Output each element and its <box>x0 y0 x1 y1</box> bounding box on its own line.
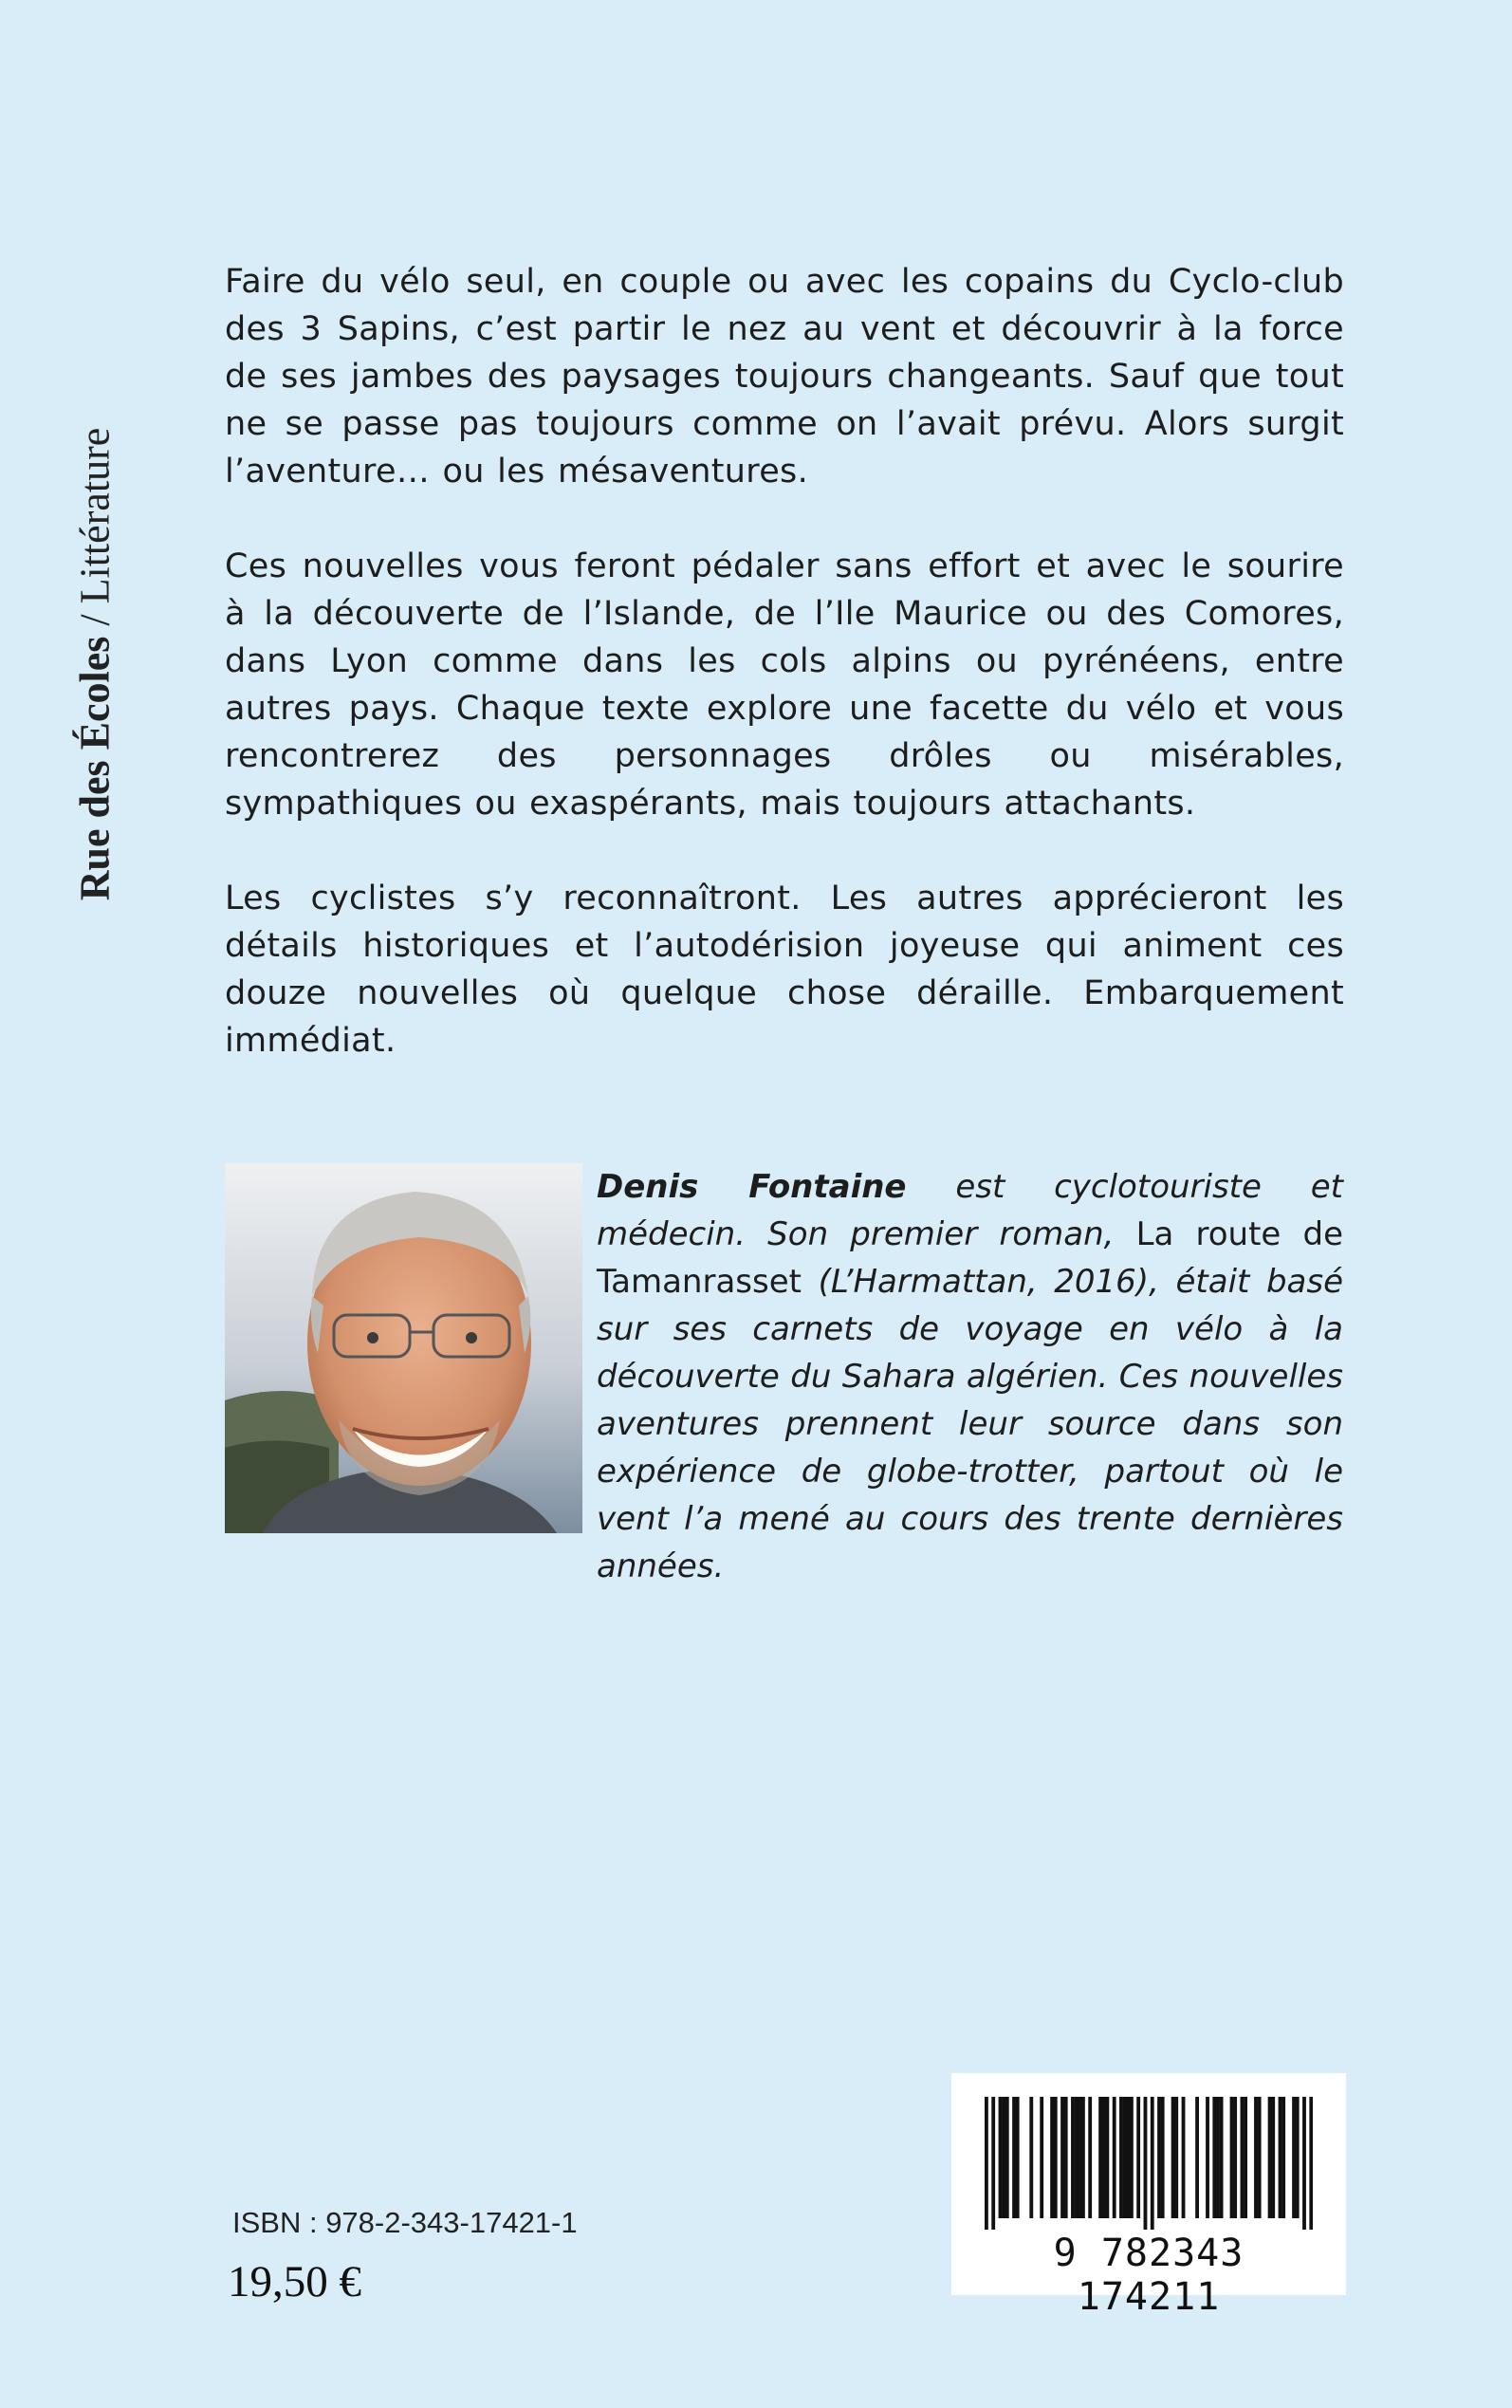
barcode-bar <box>1064 2097 1068 2218</box>
barcode-bar <box>1174 2097 1178 2218</box>
barcode-bar <box>1136 2097 1140 2218</box>
barcode <box>951 2073 1346 2319</box>
barcode-bar <box>1071 2097 1075 2218</box>
barcode-bar <box>1282 2097 1285 2218</box>
blurb-paragraph: Les cyclistes s’y reconnaîtront. Les autres apprécieront les détails historiques et l’autodérision joyeuse qui animent ces douze nouvelles où quelque chose déraille. Embarquement immédiat. <box>225 880 1344 1060</box>
barcode-bar <box>1279 2097 1282 2218</box>
barcode-bar <box>1075 2097 1079 2218</box>
author-bio <box>597 1163 1343 1590</box>
barcode-bar <box>1161 2097 1165 2218</box>
barcode-bar <box>985 2097 988 2230</box>
blurb-paragraph: Ces nouvelles vous feront pédaler sans effort et avec le sourire à la découverte de l’Islande, de l’Ile Maurice ou des Comores, dans Lyon comme dans les cols alpins ou pyrénéens, entre autres pays. Chaque texte explore une facette du vélo et vous rencontrerez des personnages drôles ou misérables, sympathiques ou exaspérants, mais toujours attachants. <box>225 547 1344 823</box>
barcode-bar <box>1212 2097 1216 2218</box>
barcode-bar <box>1230 2097 1234 2218</box>
barcode-bar <box>1271 2097 1275 2218</box>
barcode-bar <box>1098 2097 1102 2218</box>
bio-text: est cyclotouriste et médecin. Son premier roman, <box>597 1168 1343 1253</box>
barcode-bar <box>1258 2097 1262 2218</box>
barcode-bar <box>1151 2097 1154 2230</box>
barcode-bar <box>1123 2097 1127 2218</box>
barcode-bar <box>1050 2097 1054 2218</box>
series-name: Rue des Écoles <box>71 636 119 901</box>
barcode-bar <box>1302 2097 1306 2230</box>
barcode-bar <box>1060 2097 1064 2218</box>
barcode-bar <box>1244 2097 1247 2218</box>
bio-text: (L’Harmattan, 2016), était basé sur ses carnets de voyage en vélo à la découverte du Sahara algérien. Ces nouvelles aventures prennent leur source dans son expérience de globe-trotter, partout où le vent l’a mené au cours des trente dernières années. <box>597 1263 1343 1585</box>
barcode-bar <box>1309 2097 1313 2230</box>
isbn-label: ISBN : 978-2-343-17421-1 <box>232 2206 578 2239</box>
blurb-paragraph: Faire du vélo seul, en couple ou avec les copains du Cyclo-club des 3 Sapins, c’est partir le nez au vent et découvrir à la force de ses jambes des paysages toujours changeants. Sauf que tout ne se passe pas toujours comme on l’avait prévu. Alors surgit l’aventure… ou les mésaventures. <box>225 263 1344 491</box>
barcode-bar <box>1002 2097 1005 2218</box>
barcode-bar <box>1296 2097 1300 2218</box>
barcode-bar <box>1220 2097 1224 2218</box>
barcode-bar <box>1012 2097 1016 2218</box>
barcode-bar <box>1088 2097 1092 2218</box>
barcode-bar <box>1157 2097 1161 2218</box>
barcode-bar <box>991 2097 995 2230</box>
barcode-bar <box>1126 2097 1130 2218</box>
barcode-bar <box>1195 2097 1199 2218</box>
barcode-bar <box>1113 2097 1116 2218</box>
barcode-bar <box>1016 2097 1020 2218</box>
barcode-bar <box>1078 2097 1081 2218</box>
barcode-bar <box>1241 2097 1245 2218</box>
barcode-bar <box>1254 2097 1258 2218</box>
series-separator: / <box>71 603 119 637</box>
barcode-bar <box>1005 2097 1009 2218</box>
barcode-bars <box>985 2097 1313 2230</box>
price-label: 19,50 € <box>228 2257 361 2306</box>
category-name: Littérature <box>71 427 119 604</box>
barcode-bar <box>1054 2097 1058 2218</box>
barcode-bar <box>1102 2097 1106 2218</box>
barcode-bar <box>1029 2097 1033 2218</box>
barcode-digits: 9 782343 174211 <box>1053 2232 1245 2319</box>
barcode-bar <box>1216 2097 1220 2218</box>
barcode-bar <box>1233 2097 1237 2218</box>
barcode-bar <box>1268 2097 1272 2218</box>
barcode-bar <box>1040 2097 1043 2218</box>
barcode-bar <box>1182 2097 1186 2218</box>
barcode-bar <box>1292 2097 1296 2218</box>
barcode-bar <box>1081 2097 1085 2218</box>
barcode-bar <box>1206 2097 1209 2218</box>
barcode-bar <box>1171 2097 1175 2218</box>
barcode-bar <box>999 2097 1003 2218</box>
author-photo <box>225 1163 582 1533</box>
book-blurb <box>225 258 1344 1112</box>
barcode-bar <box>1144 2097 1148 2230</box>
previous-book-title: La route de Tamanrasset <box>597 1215 1343 1301</box>
barcode-bar <box>1119 2097 1123 2218</box>
author-name: Denis Fontaine <box>597 1168 907 1206</box>
barcode-bar <box>1130 2097 1134 2218</box>
barcode-bar <box>1105 2097 1109 2218</box>
